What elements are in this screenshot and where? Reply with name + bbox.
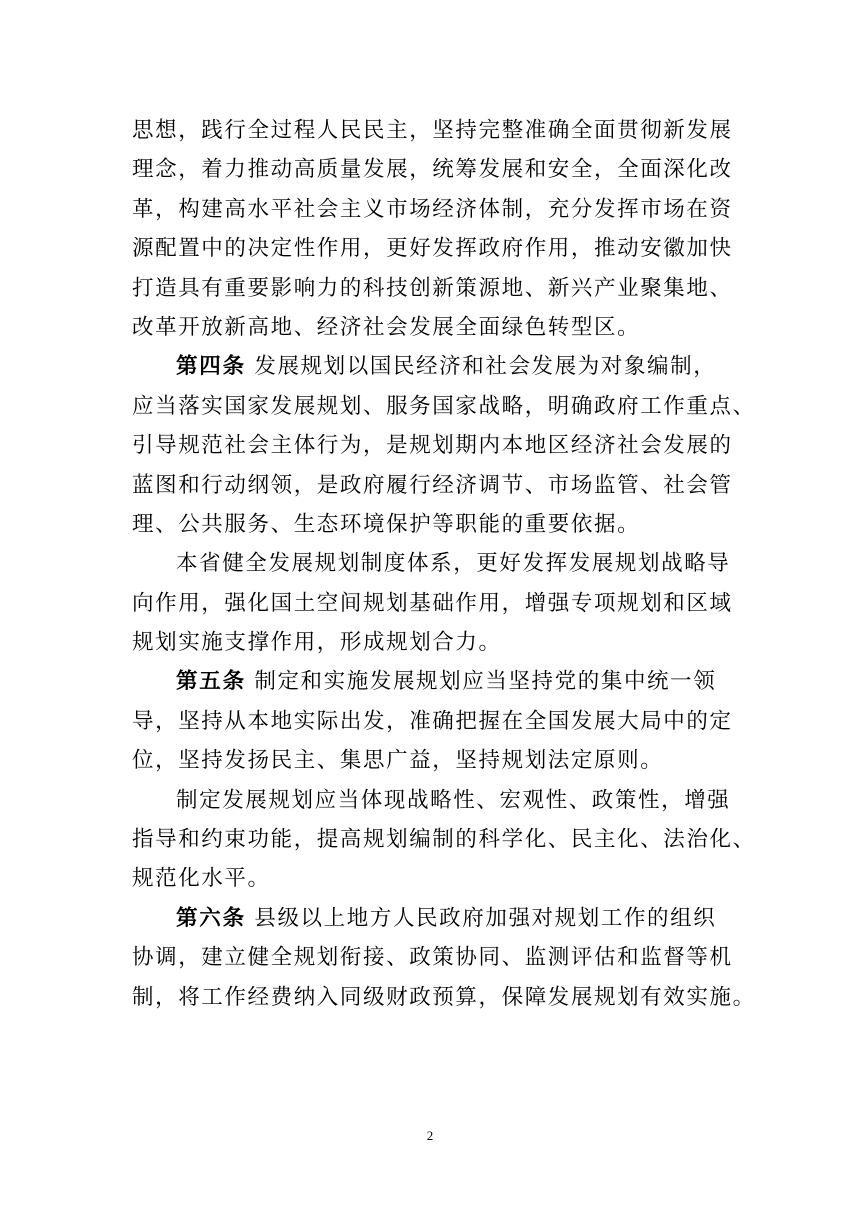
article-6 — [132, 899, 756, 1017]
text-line: 打造具有重要影响力的科技创新策源地、新兴产业聚集地、 — [132, 275, 733, 301]
article-6-first-line — [132, 899, 730, 938]
text-line: 规范化水平。 — [132, 866, 271, 892]
article-4-text: 发展规划以国民经济和社会发展为对象编制， — [254, 354, 717, 380]
page-number: 2 — [426, 1128, 434, 1143]
article-5-label: 第五条 — [176, 669, 246, 695]
text-line: 位，坚持发扬民主、集思广益，坚持规划法定原则。 — [132, 748, 664, 774]
article-6-text: 县级以上地方人民政府加强对规划工作的组织 — [254, 905, 717, 931]
text-line: 蓝图和行动纲领，是政府履行经济调节、市场监管、社会管 — [132, 472, 733, 498]
text-line: 引导规范社会主体行为，是规划期内本地区经济社会发展的 — [132, 433, 733, 459]
text-line: 规划实施支撑作用，形成规划合力。 — [132, 630, 502, 656]
article-4-label: 第四条 — [176, 354, 246, 380]
text-line: 协调，建立健全规划衔接、政策协同、监测评估和监督等机 — [132, 945, 733, 971]
text-line: 改革开放新高地、经济社会发展全面绿色转型区。 — [132, 314, 641, 340]
document-body — [132, 111, 756, 1017]
text-line: 制定发展规划应当体现战略性、宏观性、政策性，增强 — [176, 787, 731, 813]
article-5 — [132, 662, 733, 780]
text-line: 向作用，强化国土空间规划基础作用，增强专项规划和区域 — [132, 590, 733, 616]
text-line: 革，构建高水平社会主义市场经济体制，充分发挥市场在资 — [132, 196, 733, 222]
paragraph-continuation — [132, 111, 733, 347]
text-line: 源配置中的决定性作用，更好发挥政府作用，推动安徽加快 — [132, 236, 733, 262]
article-5-first-line — [132, 662, 730, 701]
article-6-label: 第六条 — [176, 905, 246, 931]
text-line: 本省健全发展规划制度体系，更好发挥发展规划战略导 — [176, 551, 731, 577]
text-line: 理念，着力推动高质量发展，统筹发展和安全，全面深化改 — [132, 157, 733, 183]
text-line: 指导和约束功能，提高规划编制的科学化、民主化、法治化、 — [132, 827, 756, 853]
text-line: 理、公共服务、生态环境保护等职能的重要依据。 — [132, 511, 641, 537]
text-line: 制，将工作经费纳入同级财政预算，保障发展规划有效实施。 — [132, 984, 756, 1010]
text-line: 思想，践行全过程人民民主，坚持完整准确全面贯彻新发展 — [132, 118, 733, 143]
paragraph-planning-principles — [132, 781, 756, 899]
text-line: 应当落实国家发展规划、服务国家战略，明确政府工作重点、 — [132, 393, 756, 419]
article-4 — [132, 347, 756, 544]
text-line: 导，坚持从本地实际出发，准确把握在全国发展大局中的定 — [132, 708, 733, 734]
article-4-first-line — [132, 347, 730, 386]
paragraph-planning-system — [132, 544, 733, 662]
article-5-text: 制定和实施发展规划应当坚持党的集中统一领 — [254, 669, 717, 695]
